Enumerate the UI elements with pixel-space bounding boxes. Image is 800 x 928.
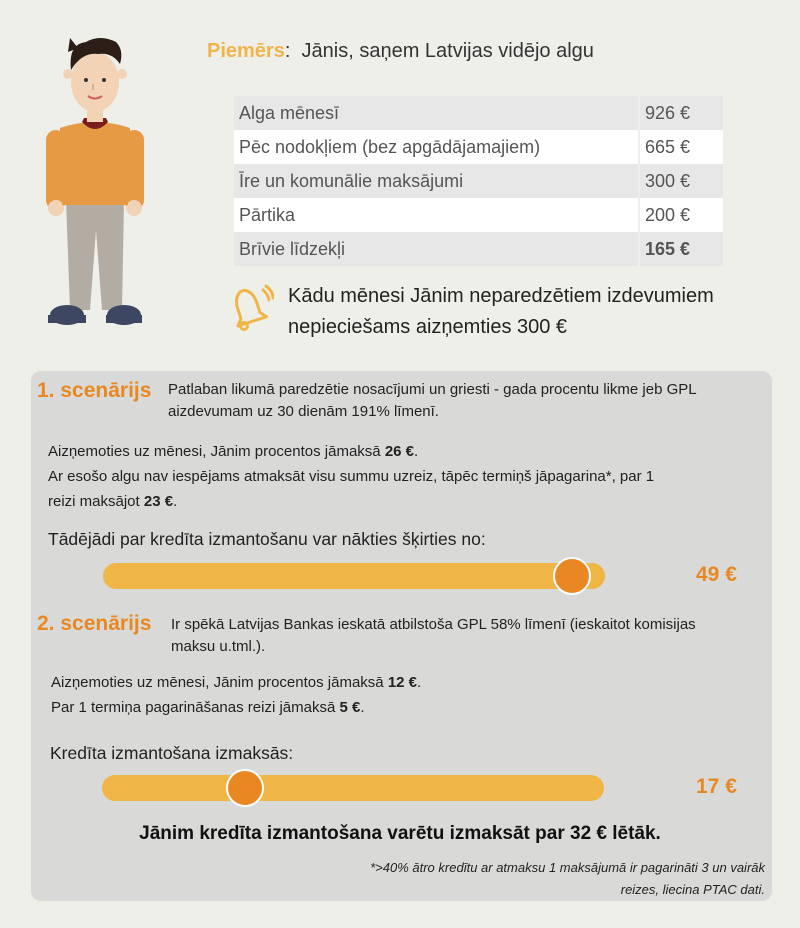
scenario2-title: 2. scenārijs bbox=[37, 612, 152, 635]
scenario1-cost-bar bbox=[103, 563, 605, 589]
table-row bbox=[234, 96, 723, 130]
scenario2-detail-line: Par 1 termiņa pagarināšanas reizi jāmaksā 5 €. bbox=[51, 699, 365, 716]
scenario1-description bbox=[168, 379, 768, 423]
scenario1-detail-line: Aizņemoties uz mēnesi, Jānim procentos jāmaksā 26 €. bbox=[48, 443, 419, 460]
scenario2-desc-line: Ir spēkā Latvijas Bankas ieskatā atbilstoša GPL 58% līmenī (ieskaitot komisijas bbox=[171, 616, 696, 633]
example-label: Piemērs bbox=[207, 40, 285, 62]
person-illustration bbox=[40, 30, 150, 330]
row-label: Pēc nodokļiem (bez apgādājamajiem) bbox=[234, 130, 639, 164]
footnote-line: reizes, liecina PTAC dati. bbox=[620, 882, 765, 897]
scenario2-extension-value: 5 € bbox=[339, 699, 361, 716]
scenario2-amount: 17 € bbox=[696, 775, 737, 798]
table-row bbox=[234, 232, 723, 266]
scenario2-desc-line: maksu u.tml.). bbox=[171, 638, 266, 655]
bell-icon bbox=[230, 284, 274, 332]
row-value: 665 € bbox=[639, 130, 723, 164]
scenario2-extension-text: Par 1 termiņa pagarināšanas reizi jāmaksā bbox=[51, 699, 336, 716]
notice-line: Kādu mēnesi Jānim neparedzētiem izdevumiem bbox=[288, 285, 714, 307]
scenario1-detail-line: Ar esošo algu nav iespējams atmaksāt visu summu uzreiz, tāpēc termiņš jāpagarina*, par 1 bbox=[48, 468, 655, 485]
scenario1-lead: Tādējādi par kredīta izmantošanu var nākties šķirties no: bbox=[48, 529, 486, 549]
example-title: Jānis, saņem Latvijas vidējo algu bbox=[301, 40, 594, 62]
row-value: 926 € bbox=[639, 96, 723, 130]
notice-line: nepieciešams aizņemties 300 € bbox=[288, 316, 568, 338]
row-label: Brīvie līdzekļi bbox=[234, 232, 639, 266]
scenario1-extension-text: reizi maksājot bbox=[48, 493, 140, 510]
conclusion-text: Jānim kredīta izmantošana varētu izmaksāt par 32 € lētāk. bbox=[139, 823, 661, 844]
scenario2-description bbox=[171, 614, 761, 658]
scenario2-cost-bar bbox=[102, 775, 604, 801]
row-label: Pārtika bbox=[234, 198, 639, 232]
scenario1-extension-value: 23 € bbox=[143, 493, 174, 510]
row-value: 300 € bbox=[639, 164, 723, 198]
footnote bbox=[305, 857, 765, 901]
table-row bbox=[234, 198, 723, 232]
notice-text bbox=[288, 281, 768, 343]
scenario1-title: 1. scenārijs bbox=[37, 379, 152, 402]
scenario1-interest-value: 26 € bbox=[384, 443, 415, 460]
scenario2-cost-marker bbox=[226, 769, 264, 807]
scenario1-interest-text: Aizņemoties uz mēnesi, Jānim procentos jāmaksā bbox=[48, 443, 381, 460]
table-row bbox=[234, 164, 723, 198]
scenario1-cost-marker bbox=[553, 557, 591, 595]
budget-table bbox=[234, 96, 723, 266]
example-heading bbox=[207, 40, 594, 63]
scenario2-interest-text: Aizņemoties uz mēnesi, Jānim procentos jāmaksā bbox=[51, 674, 384, 691]
scenario2-interest-value: 12 € bbox=[387, 674, 418, 691]
scenario1-detail-line: reizi maksājot 23 €. bbox=[48, 493, 178, 510]
scenario2-lead: Kredīta izmantošana izmaksās: bbox=[50, 743, 294, 763]
scenario1-details bbox=[48, 439, 758, 514]
row-value: 165 € bbox=[639, 232, 723, 266]
table-row bbox=[234, 130, 723, 164]
scenario1-desc-line: Patlaban likumā paredzētie nosacījumi un griesti - gada procentu likme jeb GPL bbox=[168, 381, 697, 398]
scenario2-details bbox=[51, 670, 751, 720]
scenarios-panel bbox=[31, 371, 772, 901]
example-colon: : bbox=[284, 40, 291, 62]
scenario2-detail-line: Aizņemoties uz mēnesi, Jānim procentos jāmaksā 12 €. bbox=[51, 674, 422, 691]
scenario1-amount: 49 € bbox=[696, 563, 737, 586]
scenario1-desc-line: aizdevumam uz 30 dienām 191% līmenī. bbox=[168, 403, 439, 420]
row-label: Alga mēnesī bbox=[234, 96, 639, 130]
footnote-line: *>40% ātro kredītu ar atmaksu 1 maksājumā ir pagarināti 3 un vairāk bbox=[370, 860, 765, 875]
row-value: 200 € bbox=[639, 198, 723, 232]
row-label: Īre un komunālie maksājumi bbox=[234, 164, 639, 198]
